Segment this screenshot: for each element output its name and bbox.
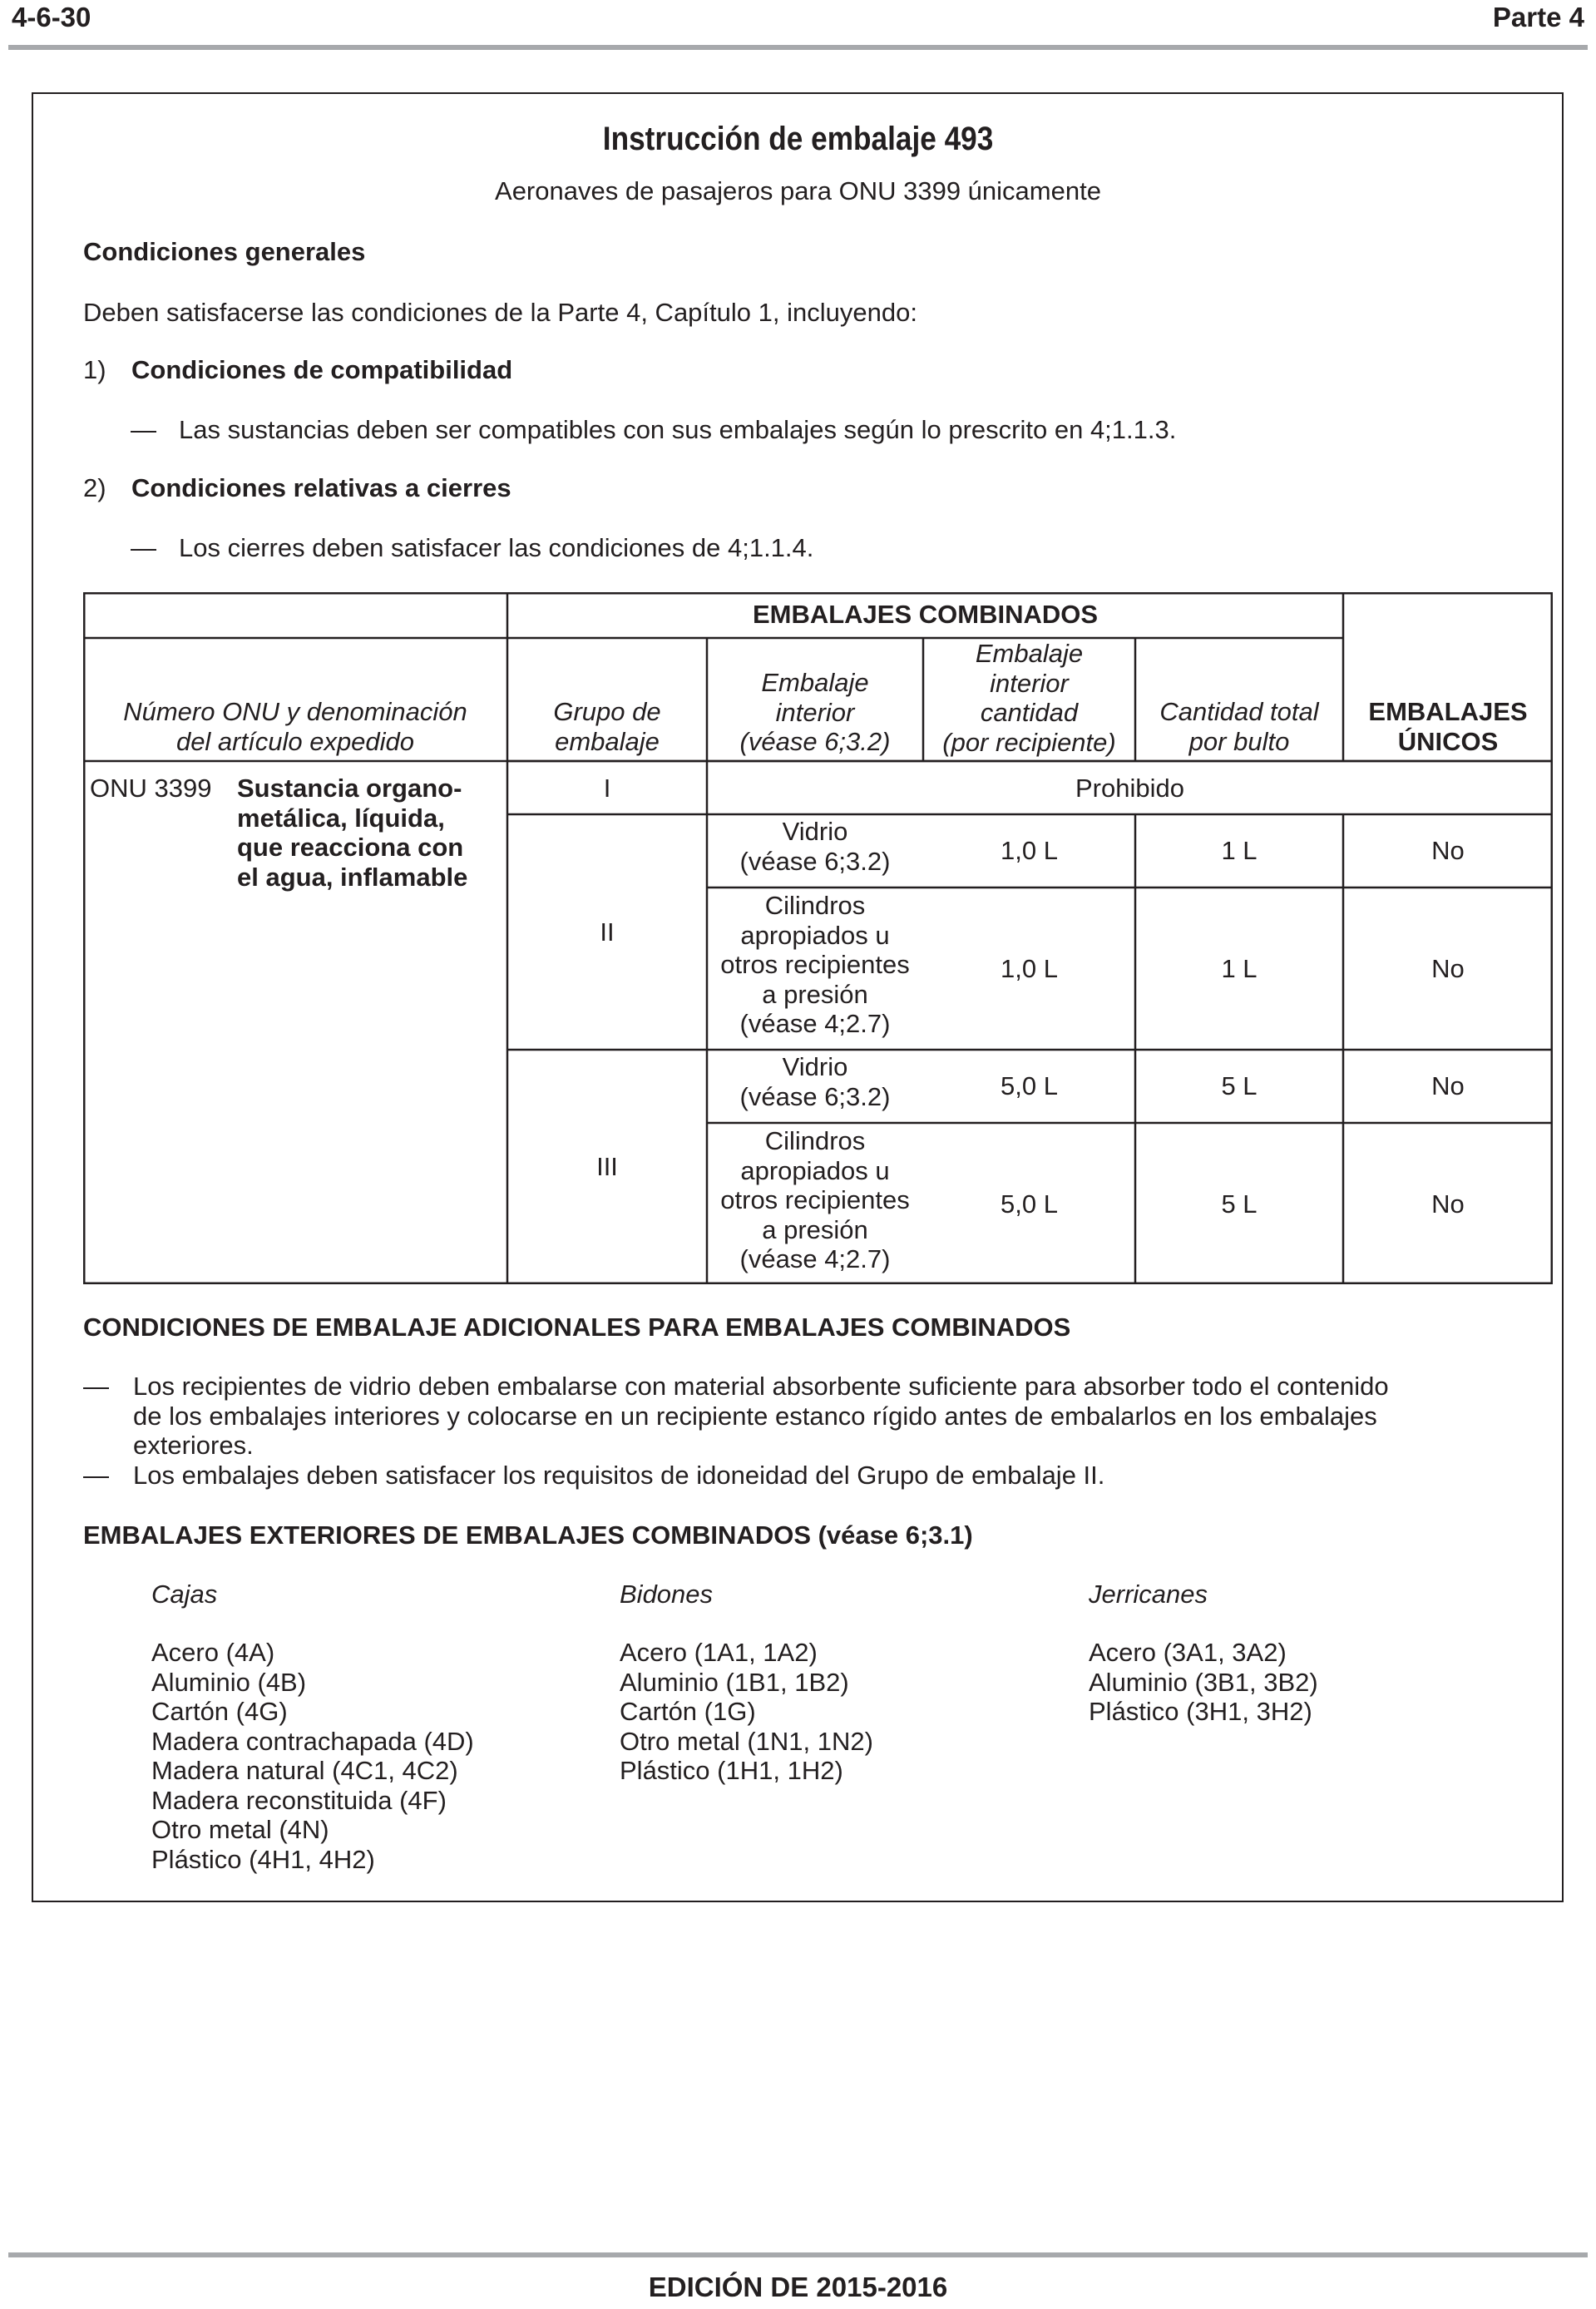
row-1-single: No bbox=[1431, 836, 1465, 865]
list-item: Madera reconstituida (4F) bbox=[151, 1785, 447, 1815]
para-1-dash: — bbox=[83, 1372, 109, 1401]
outer-list-bidones bbox=[620, 1638, 873, 1786]
page-ref: 4-6-30 bbox=[12, 2, 91, 32]
list-item: Otro metal (4N) bbox=[151, 1815, 329, 1844]
additional-para-2: — Los embalajes deben satisfacer los requisitos de idoneidad del Grupo de embalaje II. bbox=[83, 1461, 1105, 1490]
col-un-header: Número ONU y denominación del artículo expedido bbox=[123, 697, 467, 756]
col-single-header: EMBALAJES ÚNICOS bbox=[1368, 697, 1528, 756]
list-item: Plástico (1H1, 1H2) bbox=[620, 1756, 843, 1785]
outer-col-bidones-title: Bidones bbox=[620, 1580, 714, 1609]
list-item: Acero (4A) bbox=[151, 1638, 275, 1667]
un-number: ONU 3399 bbox=[90, 774, 212, 803]
row-4-inner: Cilindros apropiados u otros recipientes a presión (véase 4;2.7) bbox=[720, 1126, 910, 1273]
item-2-detail bbox=[131, 533, 813, 563]
list-item: Cartón (4G) bbox=[151, 1697, 288, 1726]
list-item: Aluminio (1B1, 1B2) bbox=[620, 1667, 849, 1697]
row-4-single: No bbox=[1431, 1189, 1465, 1219]
un-name: Sustancia organo- metálica, líquida, que reacciona con el agua, inflamable bbox=[237, 774, 468, 892]
item-1-label: Condiciones de compatibilidad bbox=[131, 355, 513, 384]
col-total-header: Cantidad total por bulto bbox=[1159, 697, 1319, 756]
outer-col-cajas-title: Cajas bbox=[151, 1580, 218, 1609]
outer-col-jerricanes-title: Jerricanes bbox=[1089, 1580, 1208, 1609]
row-1-total: 1 L bbox=[1221, 836, 1258, 865]
prohibited-label: Prohibido bbox=[1075, 774, 1184, 803]
item-1-text: Las sustancias deben ser compatibles con sus embalajes según lo prescrito en 4;1.1.3. bbox=[179, 415, 1177, 444]
header-rule bbox=[8, 45, 1588, 50]
page-subtitle: Aeronaves de pasajeros para ONU 3399 únicamente bbox=[495, 176, 1101, 205]
item-1 bbox=[83, 355, 512, 385]
col-inner-header: Embalaje interior (véase 6;3.2) bbox=[739, 668, 891, 756]
item-2 bbox=[83, 473, 511, 503]
list-item: Acero (3A1, 3A2) bbox=[1089, 1638, 1287, 1667]
row-2-inner: Cilindros apropiados u otros recipientes a presión (véase 4;2.7) bbox=[720, 891, 910, 1038]
para-2-dash: — bbox=[83, 1461, 109, 1490]
row-1-qty: 1,0 L bbox=[1001, 836, 1058, 865]
list-item: Madera natural (4C1, 4C2) bbox=[151, 1756, 458, 1785]
combined-header: EMBALAJES COMBINADOS bbox=[752, 600, 1099, 629]
col-qty-inner-header: Embalaje interior cantidad (por recipiente) bbox=[942, 639, 1116, 757]
row-3-single: No bbox=[1431, 1071, 1465, 1100]
list-item: Cartón (1G) bbox=[620, 1697, 756, 1726]
packing-group-iii: III bbox=[596, 1152, 618, 1181]
list-item: Otro metal (1N1, 1N2) bbox=[620, 1726, 873, 1756]
row-2-qty: 1,0 L bbox=[1001, 954, 1058, 983]
list-item: Plástico (3H1, 3H2) bbox=[1089, 1697, 1312, 1726]
row-3-qty: 5,0 L bbox=[1001, 1071, 1058, 1100]
col-group-header: Grupo de embalaje bbox=[553, 697, 661, 756]
row-3-inner: Vidrio (véase 6;3.2) bbox=[739, 1052, 891, 1111]
row-3-total: 5 L bbox=[1221, 1071, 1258, 1100]
item-2-number: 2) bbox=[83, 473, 106, 502]
row-4-qty: 5,0 L bbox=[1001, 1189, 1058, 1219]
list-item: Madera contrachapada (4D) bbox=[151, 1726, 474, 1756]
page-title: Instrucción de embalaje 493 bbox=[602, 121, 994, 157]
outer-list-cajas bbox=[151, 1638, 474, 1874]
item-1-dash: — bbox=[131, 415, 156, 444]
part-label: Parte 4 bbox=[1492, 2, 1584, 32]
list-item: Aluminio (4B) bbox=[151, 1667, 307, 1697]
item-2-dash: — bbox=[131, 533, 156, 562]
item-1-detail bbox=[131, 415, 1176, 445]
packing-group-ii: II bbox=[600, 917, 615, 947]
outer-heading: EMBALAJES EXTERIORES DE EMBALAJES COMBINADOS (véase 6;3.1) bbox=[83, 1520, 973, 1550]
row-1-inner: Vidrio (véase 6;3.2) bbox=[739, 817, 891, 876]
list-item: Aluminio (3B1, 3B2) bbox=[1089, 1667, 1318, 1697]
item-1-number: 1) bbox=[83, 355, 106, 384]
general-intro: Deben satisfacerse las condiciones de la Parte 4, Capítulo 1, incluyendo: bbox=[83, 298, 917, 327]
item-2-text: Los cierres deben satisfacer las condiciones de 4;1.1.4. bbox=[179, 533, 814, 562]
item-2-label: Condiciones relativas a cierres bbox=[131, 473, 511, 502]
packaging-table bbox=[83, 592, 1553, 1284]
list-item: Plástico (4H1, 4H2) bbox=[151, 1844, 375, 1874]
outer-list-jerricanes bbox=[1089, 1638, 1318, 1727]
additional-heading: CONDICIONES DE EMBALAJE ADICIONALES PARA EMBALAJES COMBINADOS bbox=[83, 1313, 1071, 1342]
list-item: Acero (1A1, 1A2) bbox=[620, 1638, 818, 1667]
general-heading: Condiciones generales bbox=[83, 237, 366, 266]
footer-rule bbox=[8, 2252, 1588, 2257]
row-2-total: 1 L bbox=[1221, 954, 1258, 983]
row-2-single: No bbox=[1431, 954, 1465, 983]
edition-footer: EDICIÓN DE 2015-2016 bbox=[648, 2272, 948, 2302]
packing-group-i: I bbox=[603, 774, 611, 803]
row-4-total: 5 L bbox=[1221, 1189, 1258, 1219]
additional-para-1: — Los recipientes de vidrio deben embalarse con material absorbente suficiente para absorber todo el contenido de los embalajes interiores y colocarse en un recipiente estanco rígido antes de embalarlos en los embalajes exteriores. bbox=[83, 1372, 1389, 1460]
